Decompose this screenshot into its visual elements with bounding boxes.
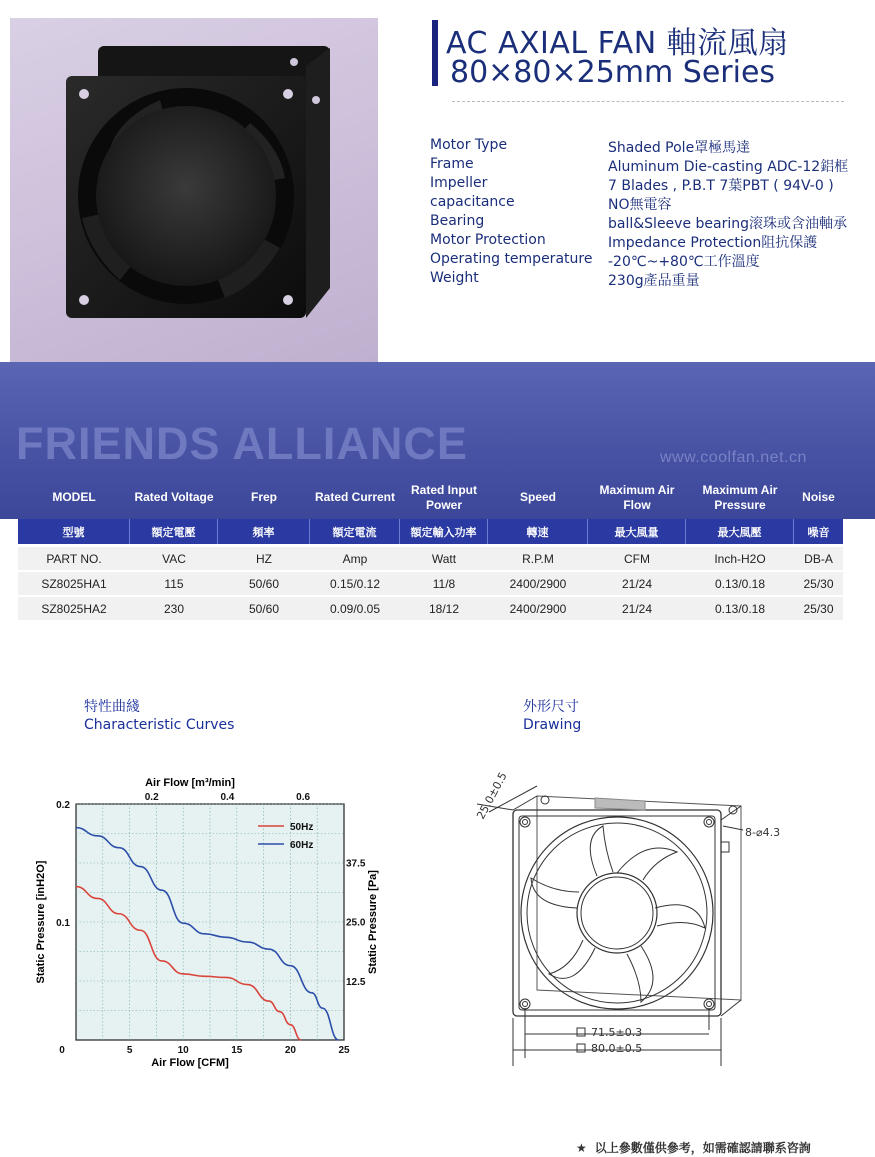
chart-svg	[32, 770, 392, 1070]
chart-x-tick-label: 0	[59, 1045, 65, 1056]
table-cell: 25/30	[803, 601, 834, 616]
spec-label: Operating temperature	[430, 251, 593, 267]
table-header-row	[18, 477, 843, 518]
fan-photo-image	[10, 18, 378, 363]
chart-x2-tick-label: 0.6	[296, 792, 311, 803]
drawing-section-title	[523, 698, 581, 734]
star-icon: ★	[576, 1141, 587, 1155]
dim-depth-label: 25.0±0.5	[474, 770, 510, 822]
title-divider	[452, 101, 844, 102]
spec-row	[430, 137, 860, 156]
chart-y2-axis-label: Static Pressure [Pa]	[367, 870, 379, 974]
spec-label: Motor Type	[430, 137, 508, 153]
table-header-cell: Speed	[519, 490, 556, 504]
chart-y2-tick-label: 12.5	[346, 976, 366, 988]
table-cell: 50/60	[248, 601, 280, 616]
chart-y-tick-label: 0.2	[56, 800, 70, 811]
chart-x-axis-label: Air Flow [CFM]	[151, 1057, 229, 1069]
chart-x-tick-label: 10	[177, 1045, 189, 1056]
table-cell: HZ	[256, 551, 272, 566]
product-title: AC AXIAL FAN 軸流風扇	[446, 26, 789, 61]
table-cell: 2400/2900	[509, 576, 567, 591]
table-header-cell: Rated Current	[314, 490, 395, 504]
table-cell: SZ8025HA2	[41, 601, 107, 616]
table-cell: DB-A	[804, 551, 833, 566]
brand-name: FRIENDS ALLIANCE	[16, 418, 468, 469]
drawing-title-cn: 外形尺寸	[523, 699, 579, 715]
table-header-cn-cell: 頻率	[218, 519, 310, 544]
spec-row	[430, 213, 860, 232]
table-cell: Inch-H2O	[714, 551, 766, 566]
spec-label: Weight	[430, 270, 479, 286]
chart-x2-tick-label: 0.4	[220, 792, 235, 803]
product-series: 80×80×25mm Series	[450, 55, 776, 90]
spec-row	[430, 194, 860, 213]
table-header-cell: Maximum Air Flow	[599, 482, 675, 512]
table-header-cn-cell: 型號	[18, 519, 130, 544]
table-cell: 21/24	[621, 576, 653, 591]
chart-legend-label: 50Hz	[290, 822, 314, 833]
chart-x-tick-label: 20	[284, 1045, 296, 1056]
table-cell: 2400/2900	[509, 601, 567, 616]
table-header-cn-cell: 最大風壓	[686, 519, 794, 544]
drawing-title-en: Drawing	[523, 717, 582, 733]
table-header-cn-cell: 轉速	[488, 519, 588, 544]
table-cell: 0.13/0.18	[714, 576, 766, 591]
spec-row	[430, 270, 860, 289]
table-header-cn-cell: 額定電流	[310, 519, 400, 544]
spec-value: NO無電容	[608, 197, 672, 213]
footer-text: 以上參數僅供參考，如需確認請聯系咨詢	[594, 1141, 811, 1155]
spec-value: 7 Blades , P.B.T 7葉PBT ( 94V-0 )	[608, 178, 834, 194]
table-cell: CFM	[624, 551, 650, 566]
spec-label: Frame	[430, 156, 474, 172]
table-cell: 0.15/0.12	[329, 576, 381, 591]
table-cell: 18/12	[428, 601, 460, 616]
spec-row	[430, 156, 860, 175]
table-header-cn-cell: 噪音	[807, 525, 830, 539]
table-cell: Amp	[342, 551, 368, 566]
chart-x-tick-label: 15	[231, 1045, 243, 1056]
table-row	[18, 597, 843, 622]
dim-hole-pitch-label: 71.5±0.3	[591, 1026, 643, 1039]
chart-x2-axis-label: Air Flow [m³/min]	[145, 777, 235, 789]
brand-url: www.coolfan.net.cn	[660, 449, 807, 466]
spec-label: capacitance	[430, 194, 515, 210]
table-header-cell: Noise	[802, 490, 835, 504]
table-cell: R.P.M	[522, 551, 554, 566]
dimension-drawing	[465, 768, 805, 1068]
spec-list	[430, 137, 860, 289]
characteristic-chart	[32, 770, 392, 1070]
table-row	[18, 572, 843, 597]
table-cell: 21/24	[621, 601, 653, 616]
dim-holes-label: 8-⌀4.3	[745, 826, 781, 839]
table-header-cell: Rated Voltage	[134, 490, 214, 504]
curves-section-title	[84, 698, 234, 734]
spec-row	[430, 232, 860, 251]
table-header-cn-cell: 額定電壓	[130, 519, 218, 544]
table-cell: 50/60	[248, 576, 280, 591]
table-header-cn-cell: 額定輸入功率	[400, 519, 488, 544]
table-cell: 0.09/0.05	[329, 601, 381, 616]
spec-value: Shaded Pole罩極馬達	[608, 140, 751, 156]
table-cell: 25/30	[803, 576, 834, 591]
table-cell: VAC	[162, 551, 186, 566]
spec-row	[430, 251, 860, 270]
curves-title-en: Characteristic Curves	[84, 717, 235, 733]
table-row	[18, 547, 843, 572]
table-header-cell: Maximum Air Pressure	[702, 482, 778, 512]
spec-value: Impedance Protection阻抗保護	[608, 235, 818, 251]
dim-width-label: 80.0±0.5	[591, 1042, 643, 1055]
chart-y-tick-label: 0.1	[56, 918, 70, 929]
chart-x-tick-label: 5	[126, 1045, 133, 1056]
table-cell: 11/8	[432, 576, 456, 591]
table-header-cell: Rated Input Power	[411, 482, 477, 512]
table-header-cell: MODEL	[52, 490, 96, 504]
spec-row	[430, 175, 860, 194]
spec-table	[18, 547, 843, 622]
chart-y-axis-label: Static Pressure [inH2O]	[35, 860, 47, 984]
spec-label: Bearing	[430, 213, 485, 229]
chart-legend-label: 60Hz	[290, 840, 314, 851]
table-cell: 0.13/0.18	[714, 601, 766, 616]
dimension-drawing-svg	[465, 768, 805, 1068]
table-cell: SZ8025HA1	[41, 576, 107, 591]
spec-value: -20℃~+80℃工作溫度	[608, 254, 760, 270]
title-accent-bar	[432, 20, 438, 86]
spec-value: ball&Sleeve bearing滚珠或含油軸承	[608, 216, 847, 232]
chart-y2-tick-label: 37.5	[346, 858, 366, 870]
table-header-cn-row	[18, 519, 843, 544]
table-header-cell: Frep	[250, 490, 277, 504]
spec-value: Aluminum Die-casting ADC-12鋁框	[608, 159, 849, 175]
spec-label: Impeller	[430, 175, 488, 191]
curves-title-cn: 特性曲綫	[84, 699, 140, 715]
chart-x2-tick-label: 0.2	[144, 792, 159, 803]
product-photo	[10, 18, 378, 363]
table-cell: 230	[163, 601, 185, 616]
table-cell: 115	[164, 576, 184, 591]
table-header-cn-cell: 最大風量	[588, 519, 686, 544]
table-cell: PART NO.	[46, 551, 102, 566]
chart-x-tick-label: 25	[338, 1045, 350, 1056]
spec-value: 230g產品重量	[608, 273, 700, 289]
spec-label: Motor Protection	[430, 232, 546, 248]
footer-disclaimer	[576, 1139, 811, 1156]
chart-y2-tick-label: 25.0	[346, 917, 366, 929]
table-cell: Watt	[431, 551, 457, 566]
